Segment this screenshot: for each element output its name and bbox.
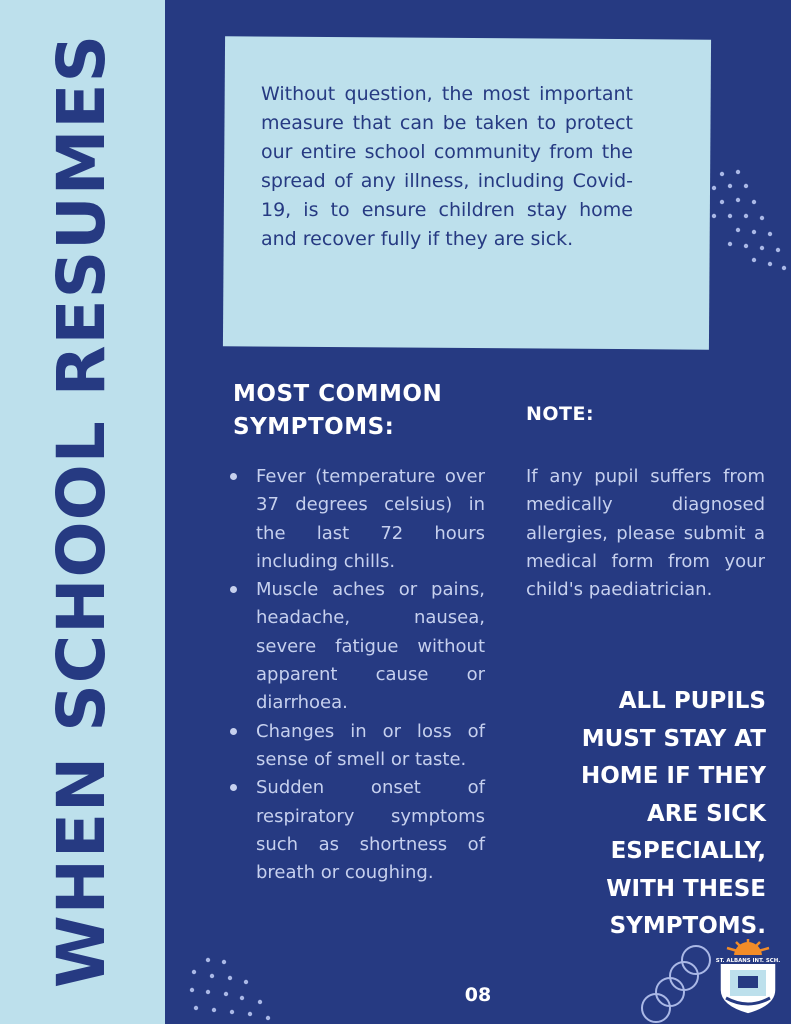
warning-line: ALL PUPILS xyxy=(618,688,766,714)
list-item xyxy=(228,576,485,717)
list-item xyxy=(228,774,485,887)
logo-text: ST. ALBANS INT. SCH. xyxy=(716,958,780,964)
bullet-icon xyxy=(230,728,237,735)
list-item xyxy=(228,463,485,576)
list-item xyxy=(228,718,485,775)
warning-line: HOME IF THEY xyxy=(581,763,766,789)
note-heading: NOTE: xyxy=(526,403,595,425)
intro-text: Without question, the most important measure that can be taken to protect our entire school community from the spread of any illness, including Covid-19, is to ensure children stay home and recover fully if they are sick. xyxy=(261,83,633,250)
decorative-dots-icon xyxy=(700,160,791,280)
page-number: 08 xyxy=(464,984,492,1006)
decorative-coil-icon xyxy=(636,932,716,1024)
school-logo-icon xyxy=(716,936,780,1016)
warning-line: MUST STAY AT xyxy=(581,725,766,752)
note-text: If any pupil suffers from medically diagnosed allergies, please submit a medical form from your child's paediatrician. xyxy=(526,466,765,601)
warning-line: ARE SICK xyxy=(646,800,766,827)
page-title: WHEN SCHOOL RESUMES xyxy=(43,33,120,989)
side-strip xyxy=(0,0,165,1024)
bullet-icon xyxy=(230,586,237,593)
symptom-text: Fever (temperature over 37 degrees celsius) in the last 72 hours including chills. xyxy=(256,466,485,572)
warning-line: WITH THESE xyxy=(606,875,766,902)
symptoms-heading: MOST COMMON SYMPTOMS: xyxy=(233,381,443,440)
warning-message xyxy=(530,683,766,946)
symptom-text: Changes in or loss of sense of smell or taste. xyxy=(256,720,485,770)
warning-line: ESPECIALLY, xyxy=(610,838,766,864)
symptom-text: Sudden onset of respiratory symptoms such as shortness of breath or coughing. xyxy=(256,777,485,884)
symptom-text: Muscle aches or pains, headache, nausea, severe fatigue without apparent cause or diarrhoea. xyxy=(256,579,485,714)
bullet-icon xyxy=(230,473,237,480)
symptom-list xyxy=(228,463,485,887)
warning-line: SYMPTOMS. xyxy=(609,913,766,939)
decorative-dots-icon xyxy=(180,950,290,1024)
bullet-icon xyxy=(230,784,237,791)
